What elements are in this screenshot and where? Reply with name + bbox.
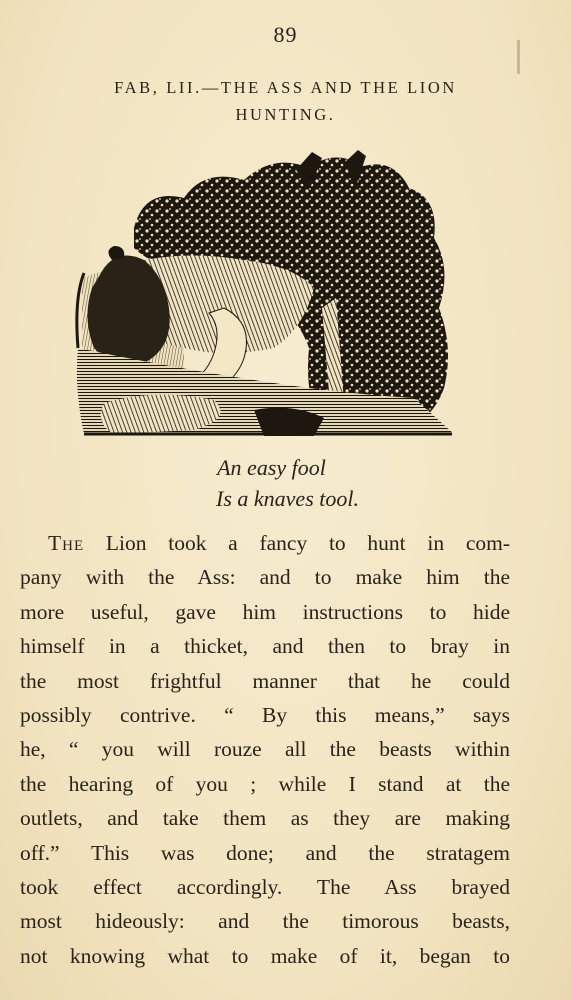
body-line-8: the hearing of you ; while I stand at the xyxy=(20,771,510,796)
page-number: 89 xyxy=(273,22,298,47)
body-line-9: outlets, and take them as they are making xyxy=(20,806,510,831)
fable-title xyxy=(0,74,571,128)
margin-mark xyxy=(517,40,520,74)
body-line-2: pany with the Ass: and to make him the xyxy=(20,565,510,590)
fable-title-line-2: HUNTING. xyxy=(235,105,336,124)
body-first-word: The xyxy=(48,531,85,555)
body-line-7: he, “ you will rouze all the beasts within xyxy=(20,737,510,762)
moral-line-1: An easy fool xyxy=(217,455,326,480)
body-line-10: off.” This was done; and the stratagem xyxy=(20,840,510,865)
body-line-1 xyxy=(20,526,510,560)
moral-line-2: Is a knaves tool. xyxy=(216,486,359,511)
woodcut-illustration xyxy=(74,148,457,438)
body-line-5: the most frightful manner that he could xyxy=(20,668,510,693)
body-line-11: took effect accordingly. The Ass brayed xyxy=(20,875,510,900)
body-line-4: himself in a thicket, and then to bray in xyxy=(20,634,510,659)
body-line-3: more useful, gave him instructions to hide xyxy=(20,599,510,624)
body-line-1-text: Lion took a fancy to hunt in com- xyxy=(84,531,510,555)
fable-title-line-1: FAB, LII.—THE ASS AND THE LION xyxy=(114,78,457,97)
body-line-13: not knowing what to make of it, began to xyxy=(20,943,510,968)
body-line-6: possibly contrive. “ By this means,” says xyxy=(20,703,510,728)
fable-body-text xyxy=(20,526,510,973)
body-line-12: most hideously: and the timorous beasts, xyxy=(20,909,510,934)
moral-couplet xyxy=(0,452,571,514)
